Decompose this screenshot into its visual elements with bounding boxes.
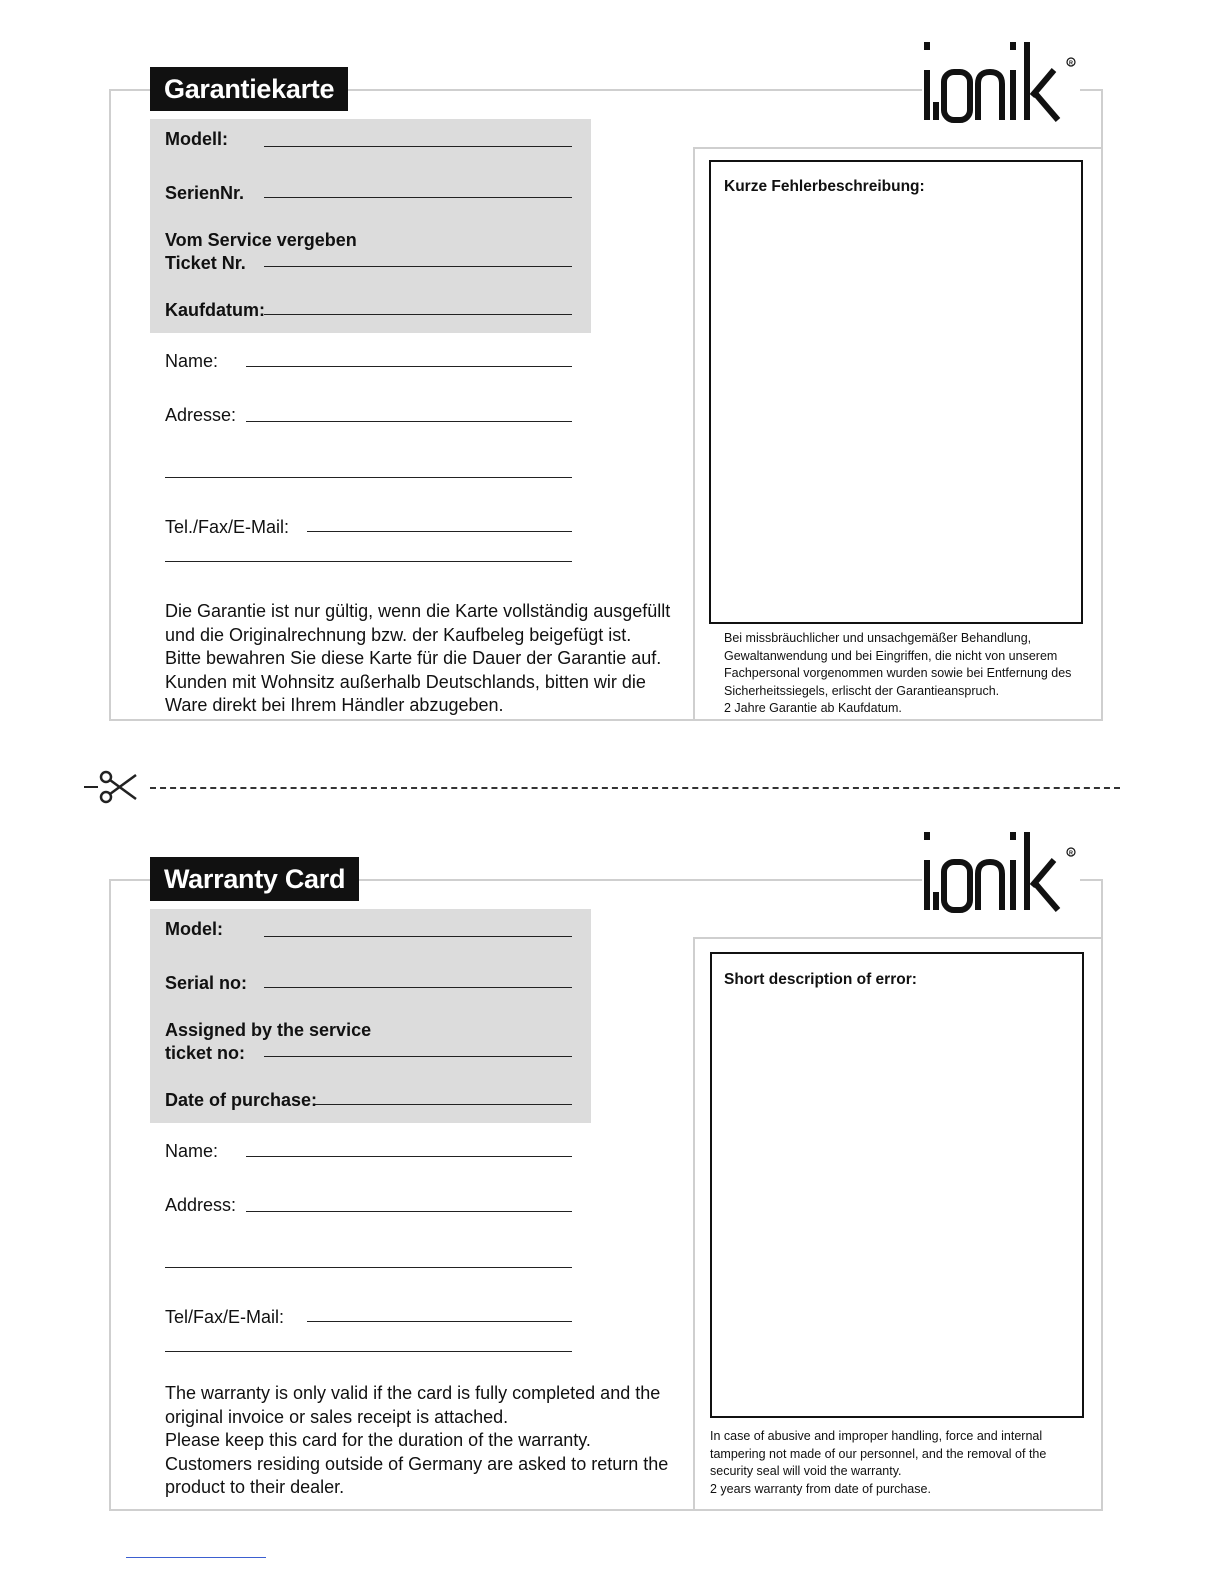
name-field[interactable] bbox=[246, 366, 572, 367]
contact-field[interactable] bbox=[307, 1321, 572, 1322]
purchase-date-field[interactable] bbox=[264, 314, 572, 315]
purchase-date-field[interactable] bbox=[315, 1104, 572, 1105]
note-line: Bitte bewahren Sie diese Karte für die Dauer der Garantie auf. bbox=[165, 648, 662, 669]
ticket-field[interactable] bbox=[264, 266, 572, 267]
validity-notes bbox=[165, 1382, 685, 1500]
card-title: Warranty Card bbox=[150, 857, 359, 901]
address-field[interactable] bbox=[246, 421, 572, 422]
validity-notes bbox=[165, 600, 685, 718]
contact-field[interactable] bbox=[307, 531, 572, 532]
name-field[interactable] bbox=[246, 1156, 572, 1157]
ionik-logo bbox=[920, 40, 1080, 128]
ticket-label-line2: Ticket Nr. bbox=[165, 253, 246, 273]
disclaimer-line: Sicherheitssiegels, erlischt der Garantieanspruch. bbox=[724, 683, 1000, 698]
serial-label: Serial no: bbox=[165, 973, 248, 993]
disclaimer-line: In case of abusive and improper handling, force and internal bbox=[710, 1429, 1043, 1443]
address-field-line2[interactable] bbox=[165, 477, 572, 478]
svg-text:R: R bbox=[1069, 60, 1073, 67]
model-label: Modell: bbox=[165, 129, 228, 149]
ticket-label-line2: ticket no: bbox=[165, 1043, 246, 1063]
serial-field[interactable] bbox=[264, 987, 572, 988]
note-line: Please keep this card for the duration of the warranty. bbox=[165, 1430, 591, 1451]
serial-field[interactable] bbox=[264, 197, 572, 198]
disclaimer-line: 2 Jahre Garantie ab Kaufdatum. bbox=[724, 701, 902, 716]
disclaimer-line: Fachpersonal vorgenommen wurden sowie bei Entfernung des bbox=[724, 666, 1072, 681]
error-description-label: Kurze Fehlerbeschreibung: bbox=[724, 178, 925, 195]
address-label: Adresse: bbox=[165, 405, 237, 425]
card-frame-top bbox=[694, 89, 922, 91]
purchase-date-label: Kaufdatum: bbox=[165, 300, 265, 320]
ionik-logo bbox=[920, 830, 1080, 918]
contact-label: Tel./Fax/E-Mail: bbox=[165, 517, 290, 537]
address-field-line2[interactable] bbox=[165, 1267, 572, 1268]
address-field[interactable] bbox=[246, 1211, 572, 1212]
footer-link-underline bbox=[126, 1557, 266, 1558]
contact-field-line2[interactable] bbox=[165, 1351, 572, 1352]
card-frame-corner bbox=[1080, 879, 1103, 939]
disclaimer-line: 2 years warranty from date of purchase. bbox=[710, 1481, 931, 1496]
note-line: original invoice or sales receipt is attached. bbox=[165, 1406, 509, 1427]
model-field[interactable] bbox=[264, 936, 572, 937]
disclaimer bbox=[710, 1428, 1080, 1498]
address-label: Address: bbox=[165, 1195, 237, 1215]
ticket-label-line1: Assigned by the service bbox=[165, 1020, 372, 1040]
error-description-box[interactable] bbox=[709, 160, 1083, 624]
error-description-box[interactable] bbox=[710, 952, 1084, 1418]
cut-line bbox=[150, 787, 1120, 789]
disclaimer-line: Bei missbräuchlicher und unsachgemäßer Behandlung, bbox=[724, 631, 1032, 645]
warranty-card-german bbox=[0, 0, 1225, 716]
note-line: Ware direkt bei Ihrem Händler abzugeben. bbox=[165, 695, 504, 716]
ticket-label-line1: Vom Service vergeben bbox=[165, 230, 357, 250]
card-frame-top bbox=[694, 879, 922, 881]
model-field[interactable] bbox=[264, 146, 572, 147]
note-line: Kunden mit Wohnsitz außerhalb Deutschlands, bitten wir die bbox=[165, 671, 646, 692]
note-line: The warranty is only valid if the card is fully completed and the bbox=[165, 1383, 661, 1403]
serial-label: SerienNr. bbox=[165, 183, 245, 203]
warranty-card-english bbox=[0, 790, 1225, 1498]
card-frame-corner bbox=[1080, 89, 1103, 149]
contact-label: Tel/Fax/E-Mail: bbox=[165, 1307, 285, 1327]
disclaimer-line: Gewaltanwendung und bei Eingriffen, die nicht von unserem bbox=[724, 648, 1058, 663]
note-line: product to their dealer. bbox=[165, 1477, 345, 1498]
card-title: Garantiekarte bbox=[150, 67, 348, 111]
svg-text:R: R bbox=[1069, 850, 1073, 857]
model-label: Model: bbox=[165, 919, 223, 939]
contact-field-line2[interactable] bbox=[165, 561, 572, 562]
name-label: Name: bbox=[165, 1141, 219, 1161]
note-line: Customers residing outside of Germany are asked to return the bbox=[165, 1453, 669, 1474]
ticket-field[interactable] bbox=[264, 1056, 572, 1057]
disclaimer-line: tampering not made of our personnel, and the removal of the bbox=[710, 1446, 1047, 1461]
disclaimer-line: security seal will void the warranty. bbox=[710, 1464, 902, 1479]
note-line: und die Originalrechnung bzw. der Kaufbeleg beigefügt ist. bbox=[165, 624, 632, 645]
note-line: Die Garantie ist nur gültig, wenn die Karte vollständig ausgefüllt bbox=[165, 601, 671, 621]
error-description-label: Short description of error: bbox=[724, 971, 917, 988]
name-label: Name: bbox=[165, 351, 219, 371]
purchase-date-label: Date of purchase: bbox=[165, 1090, 318, 1110]
disclaimer bbox=[724, 630, 1094, 718]
